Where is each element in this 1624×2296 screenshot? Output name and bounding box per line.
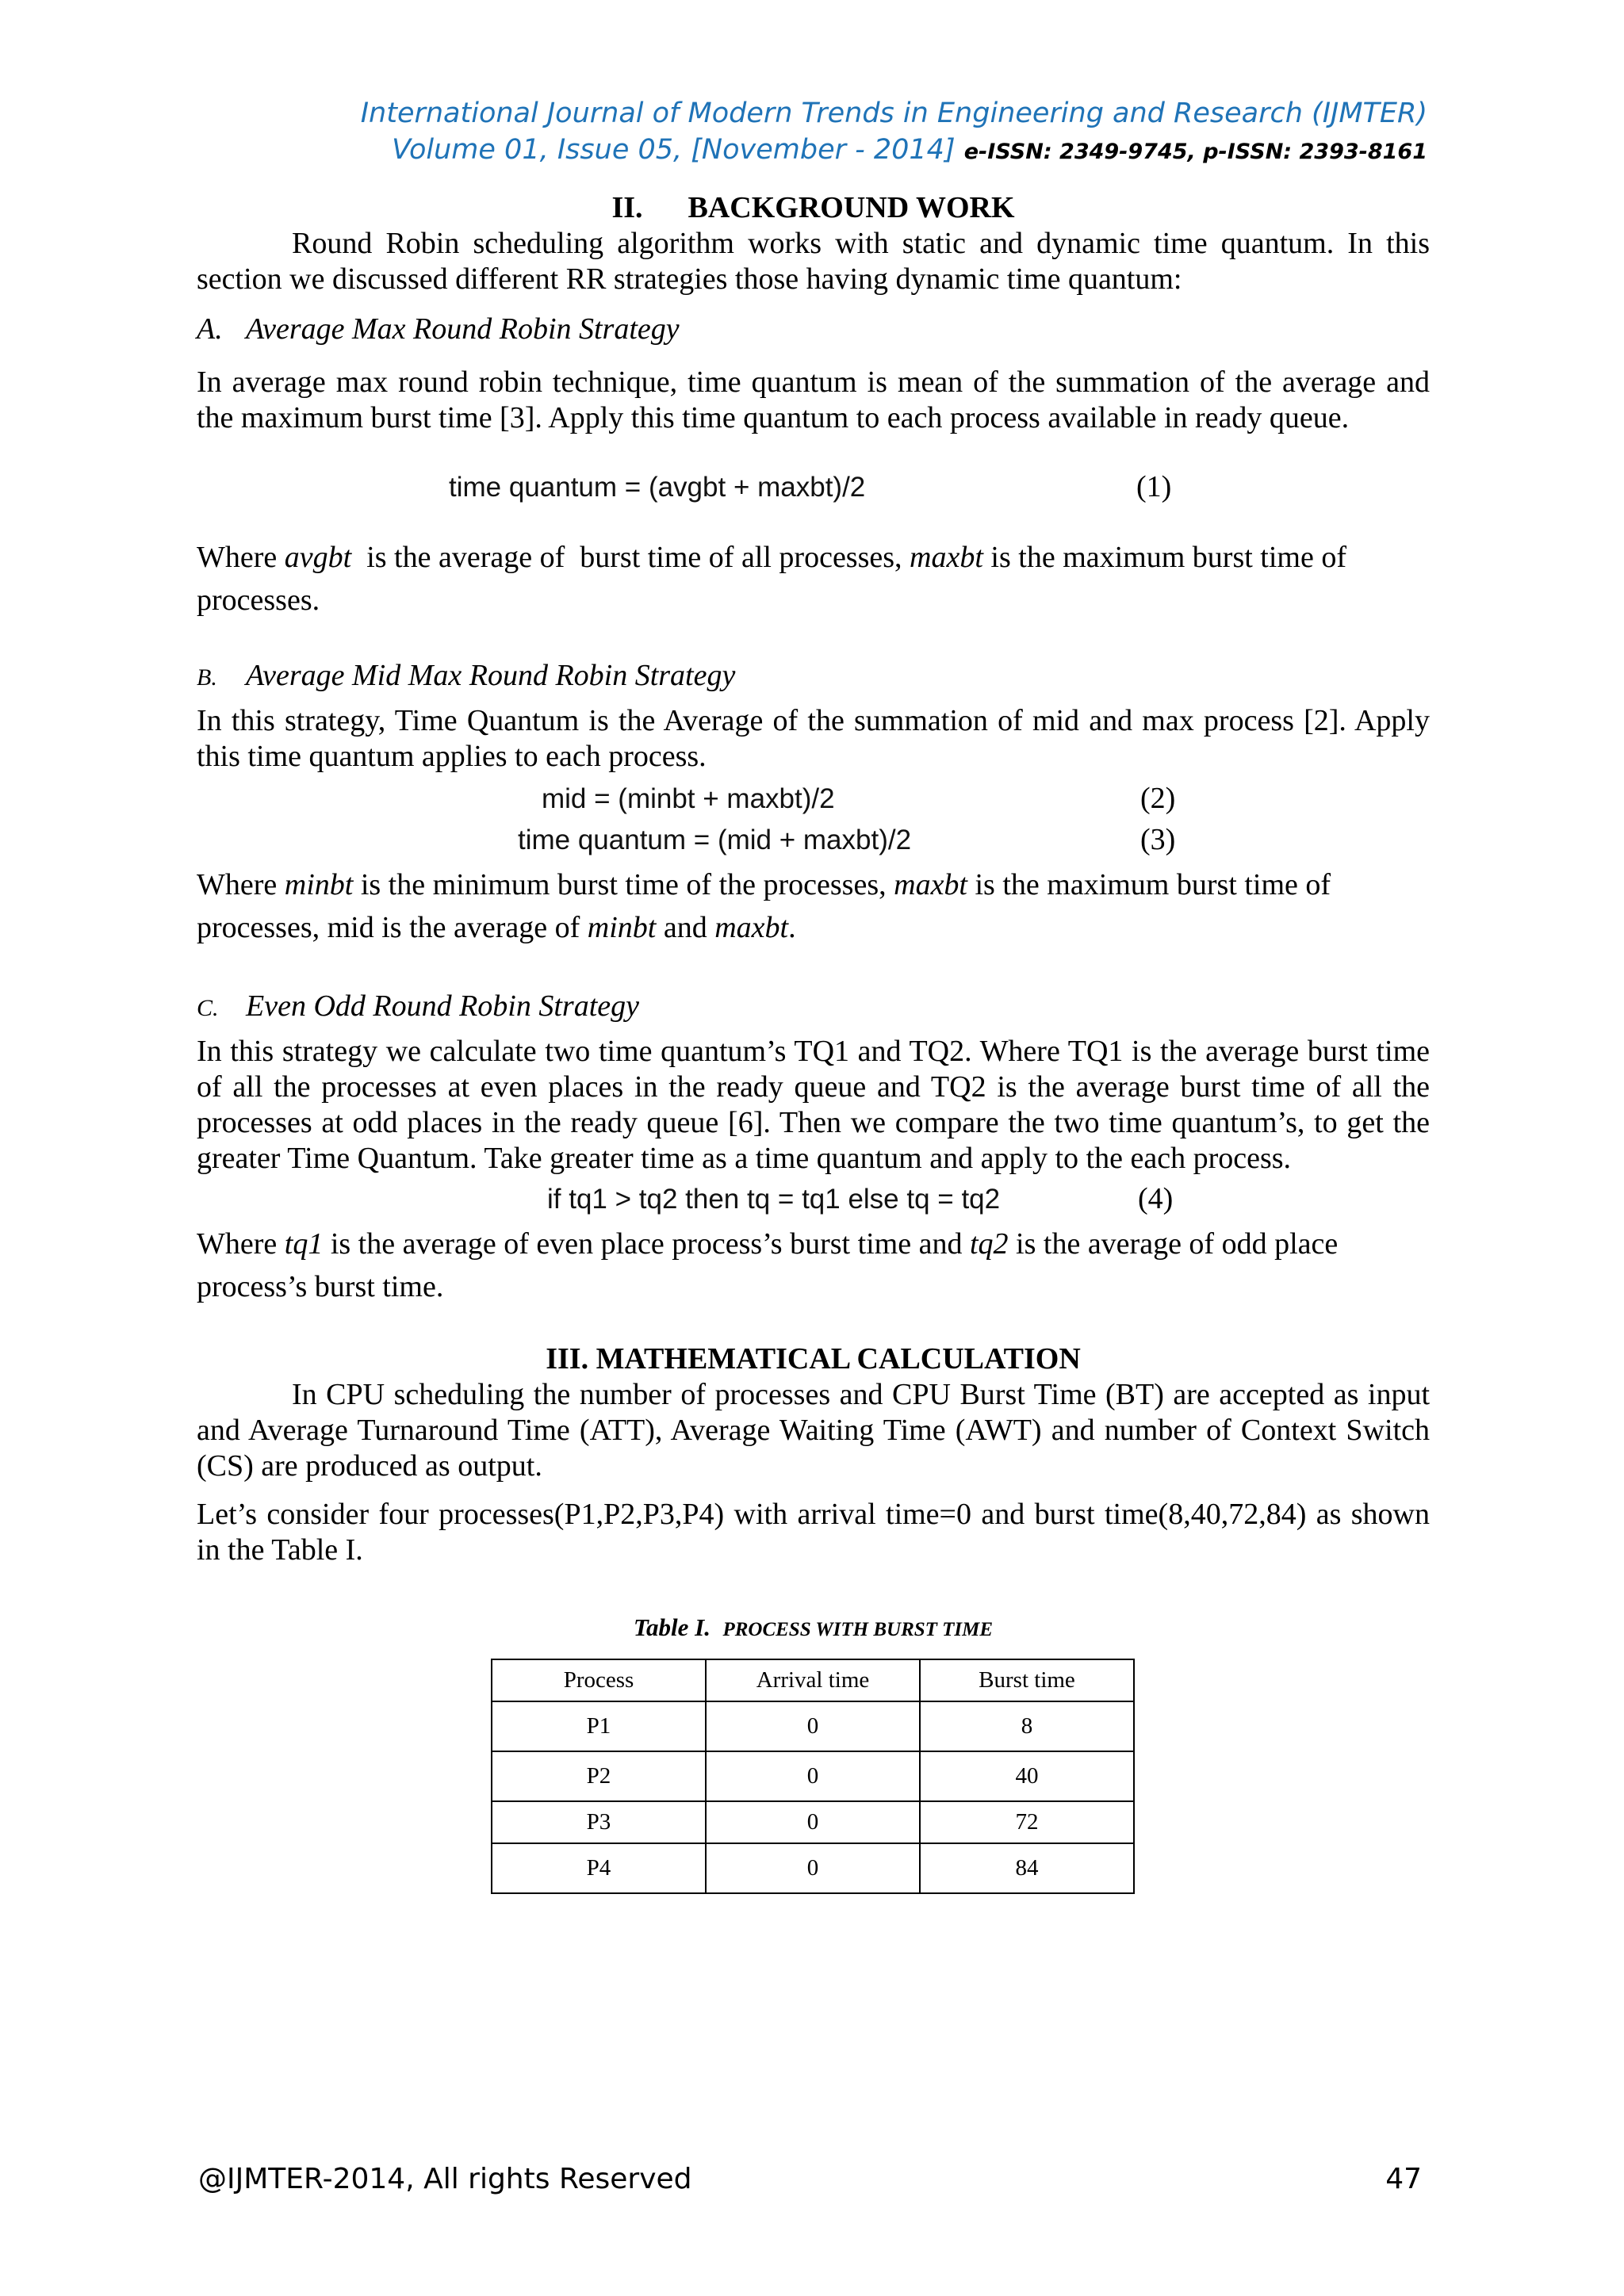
table-cell: 8: [920, 1701, 1134, 1751]
table-cell: 84: [920, 1843, 1134, 1893]
where-c-mid: is the average of even place process’s burst time and: [323, 1227, 970, 1261]
table-cell: 0: [706, 1843, 920, 1893]
var-maxbt: maxbt: [910, 541, 983, 574]
var-tq2: tq2: [969, 1227, 1009, 1261]
section-3-paragraph-1: In CPU scheduling the number of processes and CPU Burst Time (BT) are accepted as input and Average Turnaround Time (ATT), Average Waiting Time (AWT) and number of Context Switch (CS) are produced as output.: [197, 1378, 1430, 1483]
section-3-heading: III. MATHEMATICAL CALCULATION: [546, 1342, 1081, 1376]
subsection-c-paragraph: In this strategy we calculate two time quantum’s TQ1 and TQ2. Where TQ1 is the average burst time of all the processes at even places in the ready queue and TQ2 is the average burst time of all the processes at odd places in the ready queue [6]. Then we compare the two time quantum’s, to get the greater Time Quantum. Take greater time as a time quantum and apply to the each process.: [197, 1035, 1430, 1175]
where-b-and: and: [656, 911, 715, 944]
subsection-b-label: B.: [197, 664, 217, 691]
equation-3: [197, 822, 1430, 863]
page-number: 47: [1385, 2163, 1422, 2195]
subsection-b-text: Average Mid Max Round Robin Strategy: [246, 659, 736, 692]
var-tq1: tq1: [284, 1227, 324, 1261]
volume-text: Volume 01, Issue 05, [November - 2014]: [392, 134, 956, 166]
section-2-intro: Round Robin scheduling algorithm works with static and dynamic time quantum. In this section we discussed different RR strategies those having dynamic time quantum:: [197, 227, 1430, 296]
copyright-text: @IJMTER-2014, All rights Reserved: [198, 2163, 692, 2195]
section-3-paragraph-2: Let’s consider four processes(P1,P2,P3,P4) with arrival time=0 and burst time(8,40,72,84) as shown in the Table I.: [197, 1498, 1430, 1567]
section-2-heading: II. BACKGROUND WORK: [611, 191, 1015, 224]
table-header-cell: Process: [492, 1659, 706, 1701]
table-row: [492, 1801, 1134, 1843]
table-cell: P4: [492, 1843, 706, 1893]
subsection-c-text: Even Odd Round Robin Strategy: [246, 989, 640, 1023]
equation-4-number: (4): [1138, 1182, 1174, 1215]
subsection-a-text: Average Max Round Robin Strategy: [246, 312, 680, 346]
equation-2: [197, 781, 1430, 822]
subsection-a-paragraph: In average max round robin technique, time quantum is mean of the summation of the average and the maximum burst time [3]. Apply this time quantum to each process available in ready queue.: [197, 365, 1430, 434]
var-minbt: minbt: [284, 868, 354, 901]
table-cell: 72: [920, 1801, 1134, 1843]
equation-3-formula: time quantum = (mid + maxbt)/2: [518, 825, 912, 855]
where-a-mid: is the average of burst time of all processes,: [351, 541, 910, 574]
equation-3-number: (3): [1140, 823, 1176, 856]
table-cell: P3: [492, 1801, 706, 1843]
page-footer: [198, 2163, 1422, 2195]
table-header-row: [492, 1659, 1134, 1701]
table-cell: 0: [706, 1701, 920, 1751]
table-row: [492, 1843, 1134, 1893]
var-minbt-2: minbt: [587, 911, 657, 944]
subsection-c-label: C.: [197, 995, 219, 1021]
subsection-a-label: A.: [197, 312, 223, 346]
body-text: [197, 190, 1430, 1894]
where-a-post: is the maximum burst time of processes.: [197, 541, 1346, 617]
table-caption-title: PROCESS WITH BURST TIME: [722, 1619, 994, 1640]
equation-2-formula: mid = (minbt + maxbt)/2: [542, 783, 835, 814]
equation-4-formula: if tq1 > tq2 then tq = tq1 else tq = tq2: [547, 1184, 1001, 1215]
table-cell: 40: [920, 1751, 1134, 1801]
table-row: [492, 1751, 1134, 1801]
where-b-end: .: [788, 911, 796, 944]
where-b-pre: Where: [197, 868, 285, 901]
var-maxbt-2: maxbt: [714, 911, 789, 944]
subsection-a-where: [197, 536, 1430, 622]
equation-4: [197, 1181, 1430, 1223]
journal-header: [361, 95, 1427, 170]
subsection-c-title: [197, 989, 1430, 1026]
where-a-pre: Where: [197, 541, 285, 574]
equation-2-number: (2): [1140, 782, 1176, 815]
equation-1: [197, 469, 1430, 507]
table-cell: P2: [492, 1751, 706, 1801]
journal-title: International Journal of Modern Trends in Engineering and Research (IJMTER): [360, 98, 1427, 129]
where-c-post: is the average of odd place process’s burst time.: [197, 1227, 1339, 1303]
where-b-mid2: is the maximum burst time of processes, mid is the average of: [197, 868, 1331, 944]
subsection-b-paragraph: In this strategy, Time Quantum is the Average of the summation of mid and max process [2]. Apply this time quantum applies to each process.: [197, 704, 1430, 773]
table-caption: [197, 1609, 1430, 1647]
equation-1-number: (1): [1136, 470, 1172, 503]
table-caption-label: Table I.: [633, 1613, 710, 1641]
subsection-c-where: [197, 1223, 1430, 1308]
equation-1-formula: time quantum = (avgbt + maxbt)/2: [449, 472, 866, 503]
subsection-b-where: [197, 863, 1430, 949]
table-header-cell: Burst time: [920, 1659, 1134, 1701]
journal-volume: [361, 132, 1427, 170]
issn-text: e-ISSN: 2349-9745, p-ISSN: 2393-8161: [963, 140, 1427, 164]
table-cell: 0: [706, 1801, 920, 1843]
table-cell: 0: [706, 1751, 920, 1801]
process-table: [491, 1659, 1135, 1894]
table-header-cell: Arrival time: [706, 1659, 920, 1701]
where-c-pre: Where: [197, 1227, 285, 1261]
var-avgbt: avgbt: [284, 541, 352, 574]
subsection-b-title: [197, 658, 1430, 695]
where-b-mid: is the minimum burst time of the processes,: [353, 868, 894, 901]
var-maxbt-b: maxbt: [894, 868, 967, 901]
table-cell: P1: [492, 1701, 706, 1751]
table-row: [492, 1701, 1134, 1751]
subsection-a-title: [197, 312, 1430, 347]
